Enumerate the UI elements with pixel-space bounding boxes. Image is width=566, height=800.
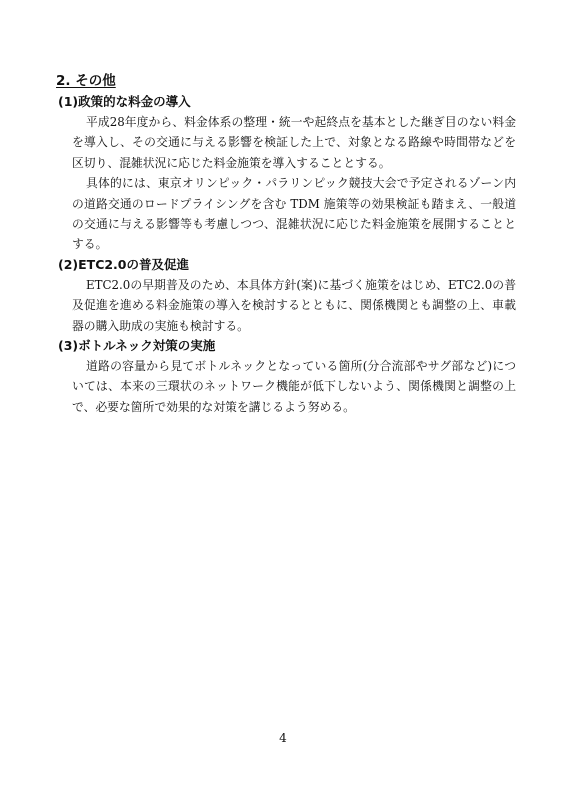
paragraph: 道路の容量から見てボトルネックとなっている箇所(分合流部やサグ部など)については、本来の三環状のネットワーク機能が低下しないよう、関係機関と調整の上で、必要な箇所で効果的な対策を講じるよう努める。: [72, 359, 516, 414]
paragraph: ETC2.0の早期普及のため、本具体方針(案)に基づく施策をはじめ、ETC2.0の普及促進を進める料金施策の導入を検討するとともに、関係機関とも調整の上、車載器の購入助成の実施も検討する。: [72, 277, 516, 333]
paragraph: 平成28年度から、料金体系の整理・統一や起終点を基本とした継ぎ目のない料金を導入し、その交通に与える影響を検証した上で、対象となる路線や時間帯などを区切り、混雑状況に応じた料金施策を導入することとする。: [72, 115, 516, 170]
subsection-bottleneck-measures: [58, 336, 516, 417]
subsection-title: (2)ETC2.0の普及促進: [58, 256, 190, 272]
paragraph: 具体的には、東京オリンピック・パラリンピック競技大会で予定されるゾーン内の道路交通のロードプライシングを含む TDM 施策等の効果検証も踏まえ、一般道の交通に与える影響等も考慮しつつ、混雑状況に応じた料金施策を展開することとする。: [72, 176, 516, 252]
section-title: 2. その他: [56, 73, 116, 89]
subsection-pricing-policy: [58, 92, 516, 255]
subsection-title: (1)政策的な料金の導入: [58, 94, 191, 109]
page-number: 4: [279, 731, 287, 745]
subsection-title: (3)ボトルネック対策の実施: [58, 338, 216, 354]
document-body: [58, 92, 516, 417]
subsection-etc2-promotion: [58, 255, 516, 336]
